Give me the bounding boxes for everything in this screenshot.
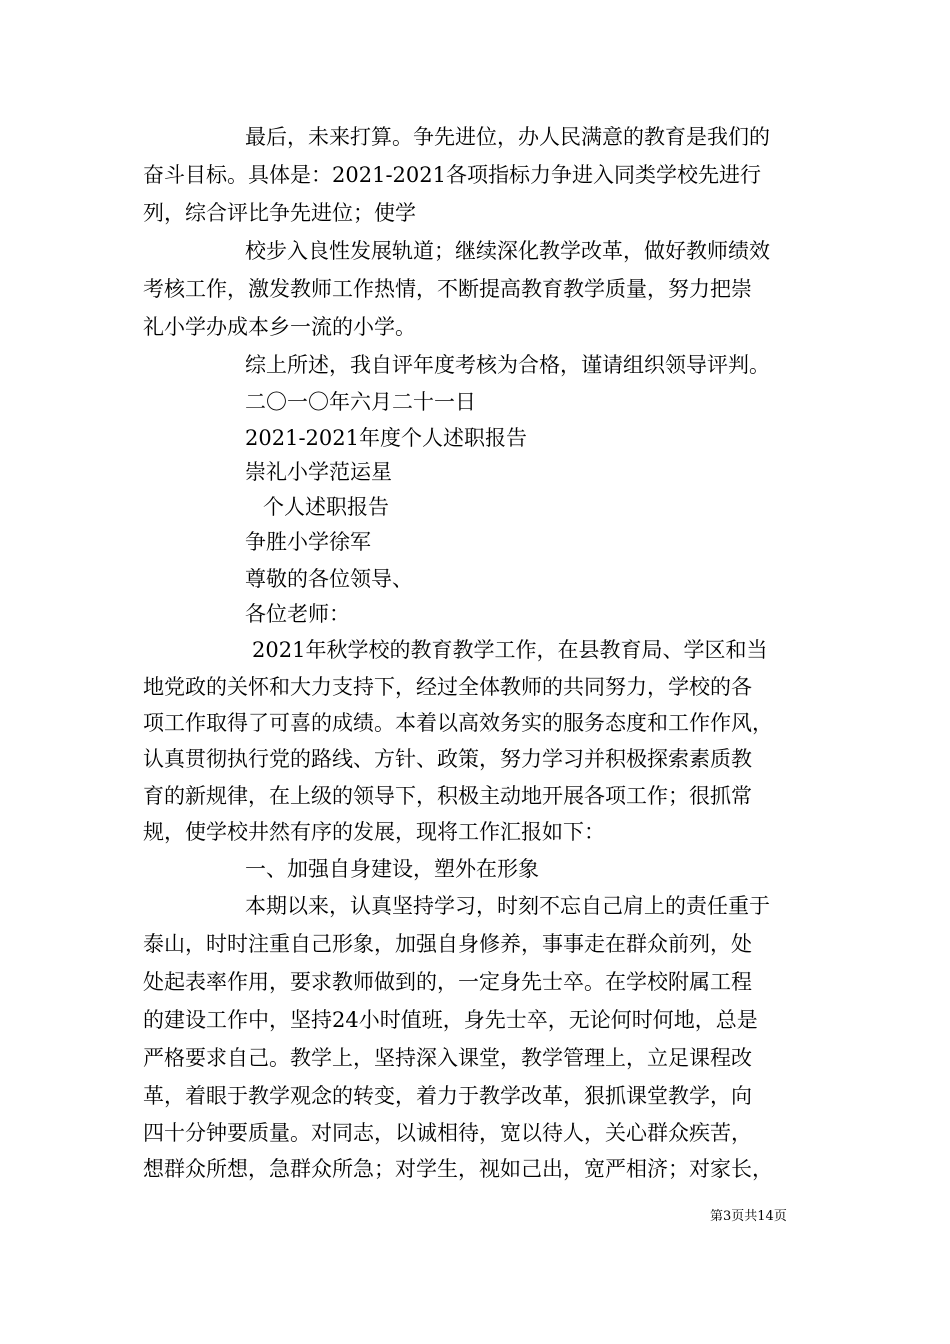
author-line: 崇礼小学范运星 (245, 460, 392, 484)
text-line: 奋斗目标。具体是：2021-2021各项指标力争进入同类学校先进行 (143, 163, 761, 187)
text-line: 育的新规律，在上级的领导下，积极主动地开展各项工作；很抓常 (143, 784, 752, 808)
text-line: 想群众所想，急群众所急；对学生，视如己出，宽严相济；对家长， (143, 1157, 773, 1181)
text-line: 泰山，时时注重自己形象，加强自身修养，事事走在群众前列，处 (143, 932, 752, 956)
date-line: 二〇一〇年六月二十一日 (245, 390, 476, 414)
section-heading: 一、加强自身建设，塑外在形象 (245, 857, 539, 881)
text-line: 最后，未来打算。争先进位，办人民满意的教育是我们的 (245, 125, 770, 149)
text-line: 考核工作，激发教师工作热情，不断提高教育教学质量，努力把崇 (143, 277, 752, 301)
text-line: 礼小学办成本乡一流的小学。 (143, 315, 416, 339)
text-line: 四十分钟要质量。对同志，以诚相待，宽以待人，关心群众疾苦， (143, 1121, 752, 1145)
text-line: 2021年秋学校的教育教学工作，在县教育局、学区和当 (252, 638, 768, 662)
report-title: 2021-2021年度个人述职报告 (245, 426, 527, 450)
text-line: 本期以来，认真坚持学习，时刻不忘自己肩上的责任重于 (245, 894, 770, 918)
text-line: 认真贯彻执行党的路线、方针、政策，努力学习并积极探索素质教 (143, 747, 752, 771)
text-line: 综上所述，我自评年度考核为合格，谨请组织领导评判。 (245, 353, 770, 377)
text-line: 项工作取得了可喜的成绩。本着以高效务实的服务态度和工作作风， (143, 711, 773, 735)
page-number-footer: 第3页共14页 (710, 1209, 787, 1224)
author-line: 争胜小学徐军 (245, 530, 371, 554)
text-line: 列，综合评比争先进位；使学 (143, 201, 416, 225)
salutation-line: 尊敬的各位领导、 (245, 567, 413, 591)
text-line: 校步入良性发展轨道；继续深化教学改革，做好教师绩效 (245, 239, 770, 263)
section-heading: 个人述职报告 (263, 495, 389, 519)
salutation-line: 各位老师： (245, 602, 350, 626)
text-line: 处起表率作用，要求教师做到的，一定身先士卒。在学校附属工程 (143, 970, 752, 994)
text-line: 严格要求自己。教学上，坚持深入课堂，教学管理上，立足课程改 (143, 1046, 752, 1070)
text-line: 地党政的关怀和大力支持下，经过全体教师的共同努力，学校的各 (143, 675, 752, 699)
text-line: 规，使学校井然有序的发展，现将工作汇报如下： (143, 820, 605, 844)
text-line: 革，着眼于教学观念的转变，着力于教学改革，狠抓课堂教学，向 (143, 1084, 752, 1108)
text-line: 的建设工作中，坚持24小时值班，身先士卒，无论何时何地，总是 (143, 1008, 758, 1032)
